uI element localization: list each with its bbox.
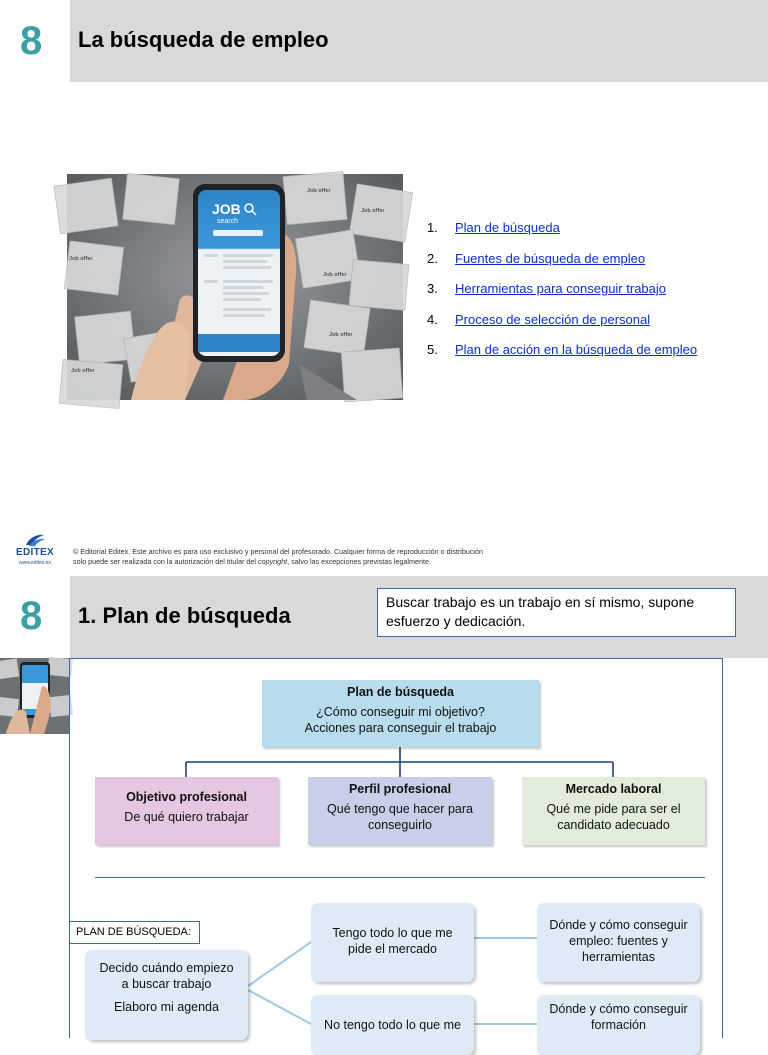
plan-busqueda-box [262, 680, 539, 747]
slide1-title: La búsqueda de empleo [78, 27, 329, 52]
objetivo-profesional-title: Objetivo profesional [126, 790, 247, 804]
donde-formacion-box: Dónde y cómo conseguir formación [537, 995, 700, 1055]
paper-label: Job offer [323, 272, 347, 278]
decido-box [85, 950, 248, 1040]
no-tengo-todo-box: No tengo todo lo que me [311, 995, 474, 1055]
decido-line2: Elaboro mi agenda [114, 1000, 219, 1014]
mercado-laboral-title: Mercado laboral [565, 782, 662, 796]
tengo-todo-box: Tengo todo lo que me pide el mercado [311, 903, 474, 982]
plan-busqueda-line1: ¿Cómo conseguir mi objetivo? [316, 705, 485, 719]
editex-logo-word: EDITEX [16, 547, 54, 558]
callout-box: Buscar trabajo es un trabajo en sí mismo, supone esfuerzo y dedicación. [377, 588, 736, 637]
toc-number: 5. [427, 342, 438, 357]
perfil-profesional-title: Perfil profesional [348, 782, 452, 796]
mercado-laboral-text: Qué me pide para ser el candidato adecuado [546, 802, 681, 832]
toc-item [427, 312, 697, 343]
paper-label: Job offer [307, 188, 331, 194]
paper-label: Job offer [71, 368, 95, 374]
search-text: search [217, 218, 239, 225]
toc-link-proceso-seleccion[interactable]: Proceso de selección de personal [455, 311, 651, 327]
toc-item [427, 251, 697, 282]
mercado-laboral-box [522, 777, 705, 845]
toc-number: 3. [427, 281, 438, 296]
toc-link-plan-accion[interactable]: Plan de acción en la búsqueda de empleo [455, 342, 698, 357]
toc-link-plan-busqueda[interactable]: Plan de búsqueda [455, 220, 560, 235]
donde-empleo-box: Dónde y cómo conseguir empleo: fuentes y herramientas [537, 903, 700, 982]
slide2-chapter-number: 8 [20, 594, 43, 638]
toc-item [427, 281, 697, 312]
job-search-thumbnail [0, 658, 70, 734]
plan-busqueda-line2: Acciones para conseguir el trabajo [304, 721, 497, 735]
copyright-line-2: solo puede ser realizada con la autorización del titular del copyright, salvo las excepciones previstas legalmente. [73, 557, 431, 566]
perfil-profesional-box [308, 777, 492, 845]
toc-item [427, 220, 697, 251]
editex-logo [12, 532, 58, 570]
toc-link-herramientas[interactable]: Herramientas para conseguir trabajo [455, 281, 666, 296]
editex-logo-url: www.editex.es [19, 560, 51, 566]
toc-link-fuentes[interactable]: Fuentes de búsqueda de empleo [455, 250, 646, 266]
toc-number: 2. [427, 250, 438, 266]
copyright-line-1: © Editorial Editex. Este archivo es para uso exclusivo y personal del profesorado. Cualquier forma de reproducción o distribución [73, 547, 484, 556]
table-of-contents [427, 220, 697, 373]
slide1-chapter-number: 8 [20, 19, 43, 63]
job-text: JOB [212, 201, 241, 217]
plan-busqueda-label: PLAN DE BÚSQUEDA: [69, 921, 200, 944]
plan-busqueda-title: Plan de búsqueda [347, 685, 454, 699]
slide2-title: 1. Plan de búsqueda [78, 603, 291, 628]
objetivo-profesional-text: De qué quiero trabajar [124, 810, 249, 824]
toc-item [427, 342, 697, 373]
objetivo-profesional-box [95, 777, 278, 845]
decido-line1: Decido cuándo empiezo a buscar trabajo [99, 961, 234, 991]
paper-label: Job offer [361, 208, 385, 214]
paper-label: Job offer [69, 256, 93, 262]
paper-label: Job offer [329, 332, 353, 338]
toc-number: 1. [427, 220, 438, 235]
job-search-phone-photo [67, 174, 403, 400]
toc-number: 4. [427, 311, 438, 327]
perfil-profesional-text: Qué tengo que hacer para conseguirlo [327, 802, 473, 832]
copyright-notice [73, 547, 543, 567]
section-divider [95, 877, 705, 878]
